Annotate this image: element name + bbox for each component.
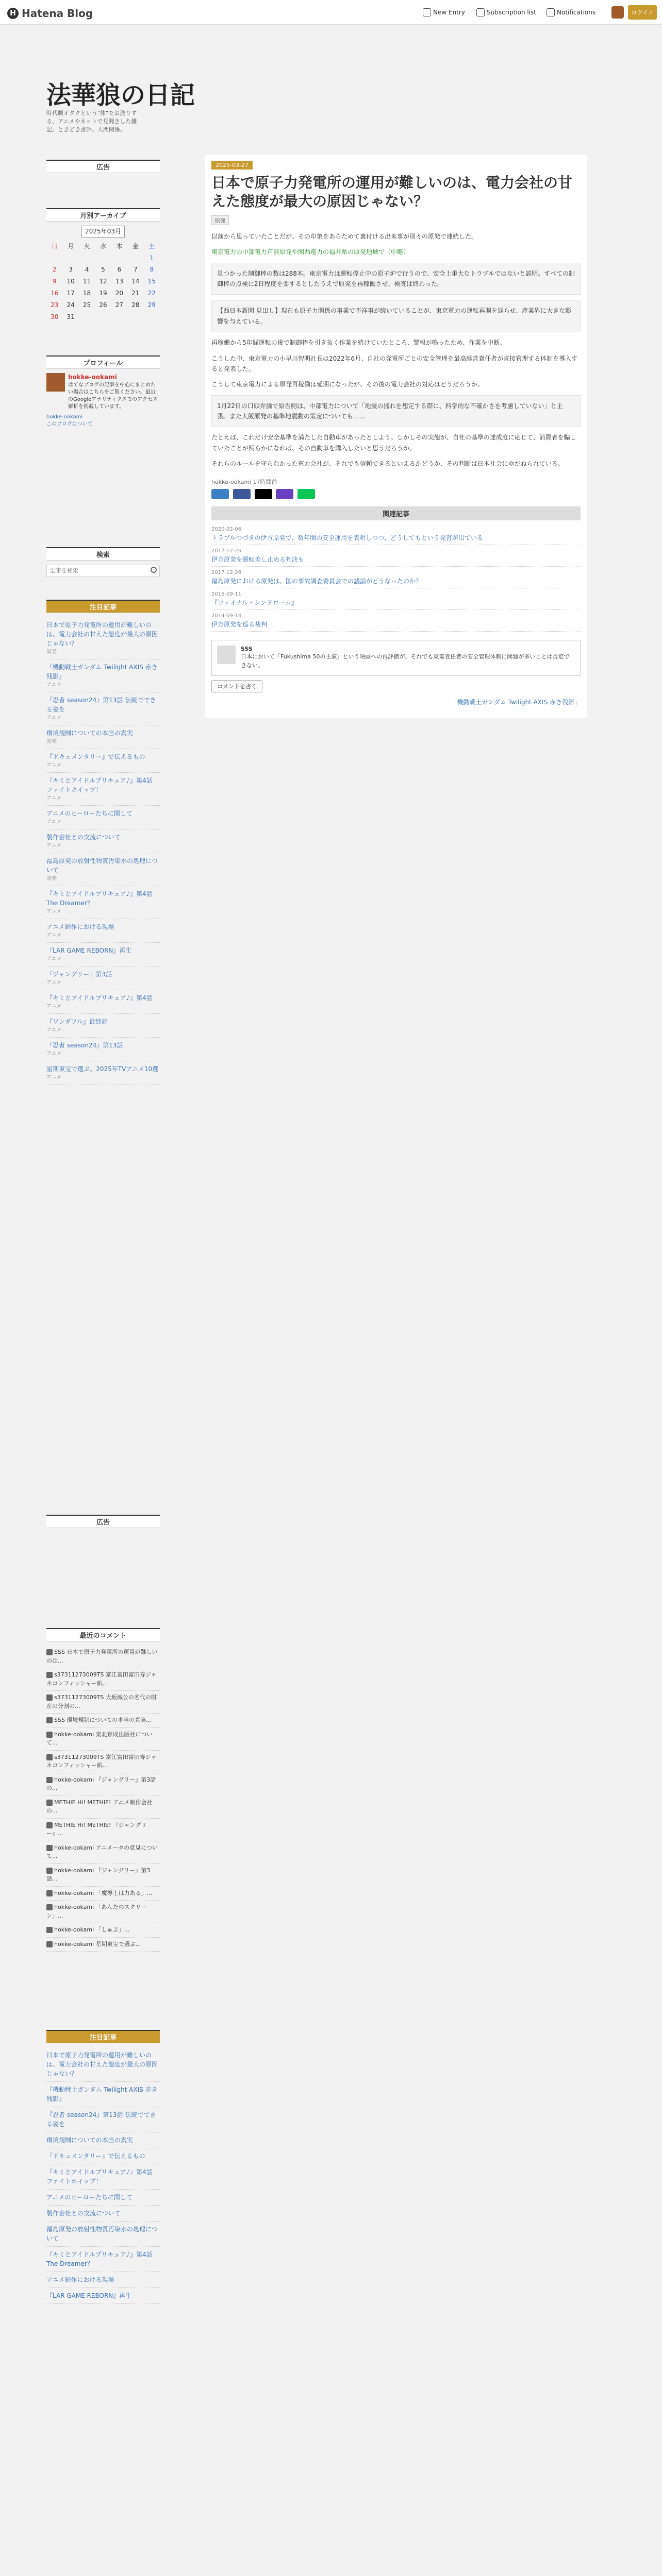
recent-comment[interactable]: [46, 1923, 160, 1938]
recent-comment-text[interactable]: hokke-ookami 「しゅぷ」...: [54, 1926, 130, 1933]
calendar-day[interactable]: 29: [147, 301, 156, 309]
recent-comment-text[interactable]: s37311273009TS 富江富田富田寿ジャネコンフィッシャー紙...: [46, 1753, 157, 1769]
popular-item[interactable]: [46, 749, 160, 773]
featured-item[interactable]: [46, 2272, 160, 2288]
calendar-day: [111, 252, 127, 264]
popular-item-title[interactable]: 『キミとアイドルプリキュア♪』第4話 The Dreamer？: [46, 890, 153, 907]
comment-icon: [46, 1777, 53, 1783]
popular-item-category: アニメ: [46, 933, 62, 938]
calendar-day[interactable]: 13: [115, 278, 124, 285]
recent-comment[interactable]: [46, 1796, 160, 1819]
popular-item[interactable]: [46, 919, 160, 943]
calendar-weekday: 土: [148, 242, 155, 250]
recent-comment-text[interactable]: METHIE Hi! METHIE! 『ジャングリー』...: [46, 1821, 147, 1837]
related-date: 2020-02-06: [211, 526, 242, 532]
related-item[interactable]: [211, 610, 581, 632]
calendar-day[interactable]: 2: [52, 266, 57, 274]
comment-icon: [46, 1694, 53, 1701]
comment-icon: [46, 1822, 53, 1828]
calendar-day: [79, 252, 95, 264]
featured-item-title[interactable]: 環境規制についての本当の真実: [46, 2137, 133, 2144]
share-buttons: [211, 489, 581, 499]
calendar-day[interactable]: 15: [147, 278, 156, 285]
profile-link[interactable]: hokke-ookami: [46, 414, 83, 420]
archive-select[interactable]: 2025年03月: [81, 226, 125, 238]
calendar-weekday: 金: [132, 242, 139, 250]
popular-item-category: 原発: [46, 649, 57, 655]
recent-comment[interactable]: [46, 1714, 160, 1728]
popular-item[interactable]: [46, 853, 160, 886]
popular-header: 注目記事: [46, 600, 160, 613]
notifications-label: Notifications: [557, 9, 596, 16]
comment-text: 日本において「Fukushima 50の主演」という映画への再評価が、それでも東電責任者の安全管理体制に問題が多いことは否定できない。: [241, 653, 570, 669]
commenter-avatar: [217, 646, 236, 664]
popular-item-category: アニメ: [46, 909, 62, 914]
related-date: 2014-09-14: [211, 613, 242, 619]
paragraph: それらのルールを守らなかった電力会社が、それでも信頼できるといえるかどうか、その判断は日本社会にゆだねられている。: [211, 460, 564, 468]
login-button[interactable]: ログイン: [628, 5, 657, 20]
recent-comment[interactable]: [46, 1691, 160, 1714]
popular-list: [46, 613, 160, 1089]
related-item[interactable]: [211, 545, 581, 567]
hatena-logo[interactable]: [7, 7, 93, 20]
search-icon[interactable]: [151, 567, 157, 573]
recent-comment[interactable]: [46, 1668, 160, 1691]
related-header: 関連記事: [211, 506, 581, 520]
recent-comment[interactable]: [46, 1646, 160, 1668]
featured-item-title[interactable]: 日本で原子力発電所の運用が難しいのは、電力会社の甘えた態度が最大の原因じゃない？: [46, 2052, 158, 2077]
featured-item[interactable]: [46, 2164, 160, 2190]
commenter-name[interactable]: SSS: [241, 645, 253, 652]
avatar[interactable]: [611, 6, 624, 19]
calendar-day[interactable]: 30: [51, 313, 59, 320]
calendar-day[interactable]: 26: [99, 301, 107, 309]
paragraph: 再稼働から5年間運転の後で制御棒を引き抜く作業を続けていたところ、警報が鳴ったため、作業を中断。: [211, 339, 506, 347]
recent-comment[interactable]: [46, 1751, 160, 1773]
blockquote: 1月22日の口頭弁論で原告側は、中部電力について「地震の揺れを想定する際に、科学的な不確かさを考慮していない」と主張。また大飯原発の基準地震動の策定についても……: [211, 395, 581, 428]
recent-comment-text[interactable]: hokke-ookami アニメータの意見について...: [46, 1844, 158, 1859]
comment-icon: [46, 1927, 53, 1933]
popular-item-category: 原発: [46, 876, 57, 882]
popular-item[interactable]: [46, 1038, 160, 1061]
search-header: 検索: [46, 547, 160, 561]
entry-time[interactable]: 17時間前: [253, 478, 277, 485]
popular-item-title[interactable]: アニメのヒーローたちに関して: [46, 810, 133, 817]
calendar-day[interactable]: 9: [52, 278, 57, 285]
calendar-day: [127, 252, 143, 264]
recent-comment[interactable]: [46, 1819, 160, 1841]
subscription-link[interactable]: [476, 8, 536, 16]
recent-comment-text[interactable]: METHIE Hi! METHIE! アニメ制作会社の...: [46, 1799, 153, 1814]
messenger-icon[interactable]: [276, 489, 293, 499]
calendar-weekday: 木: [116, 242, 123, 250]
popular-item-title[interactable]: 『ワンダフル』最終話: [46, 1018, 108, 1025]
logo-text: Hatena Blog: [22, 7, 93, 20]
related-item[interactable]: [211, 588, 581, 610]
recent-comment-text[interactable]: s37311273009TS 大坂城公の名代の財産の分割の...: [46, 1694, 157, 1709]
recent-comment[interactable]: [46, 1841, 160, 1864]
entry-title[interactable]: 日本で原子力発電所の運用が難しいのは、電力会社の甘えた態度が最大の原因じゃない？: [211, 174, 573, 210]
popular-box: [46, 600, 160, 1089]
related-date: 2017-12-26: [211, 548, 242, 554]
comment-icon: [46, 1732, 53, 1738]
popular-item-category: 原発: [46, 739, 57, 744]
popular-item[interactable]: [46, 773, 160, 806]
popular-item[interactable]: [46, 659, 160, 692]
featured-item[interactable]: [46, 2190, 160, 2206]
featured-item-title[interactable]: 福島原発の放射性物質汚染水の処理について: [46, 2226, 158, 2242]
comment-icon: [46, 1904, 53, 1910]
recent-comment-text[interactable]: hokke-ookami 「魔導士は力ある」...: [54, 1889, 153, 1896]
hatena-logo-icon: H: [7, 8, 19, 19]
calendar-day[interactable]: 5: [101, 266, 105, 274]
profile-box: [46, 355, 160, 432]
featured-box: [46, 2030, 160, 2308]
next-entry-link[interactable]: 「機動戦士ガンダム Twilight AXIS 赤き残影」: [451, 698, 581, 706]
blockquote: 見つかった制御棒の数は288本。東京電力は運転停止中の原子炉で行うので、安全上重大なトラブルではないと説明。すべての制御棒の点検に2日程度を要するとしたうえで原発を再稼働させ、検査は終わった。: [211, 263, 581, 295]
calendar-day[interactable]: 3: [69, 266, 73, 274]
calendar-day: [46, 252, 62, 264]
calendar-day[interactable]: 23: [51, 301, 59, 309]
popular-item-title[interactable]: 『キミとアイドルプリキュア♪』第4話 ファイトホイップ！: [46, 777, 153, 793]
recent-comment-text[interactable]: SSS 環境規制についての本当の真実...: [54, 1717, 152, 1723]
comment-list: [46, 1641, 160, 1956]
related-title[interactable]: トラブルつづきの伊方原発で、数年間の安全運用を表明しつつ、どうしてもという発言が出ている: [211, 534, 483, 541]
calendar-day[interactable]: 20: [115, 289, 124, 297]
popular-item[interactable]: [46, 806, 160, 829]
popular-item[interactable]: [46, 692, 160, 725]
profile-text: はてなブログの記事を中心にまとめたい場合はこちらをご覧ください。最近のGoogleアナリティクスでのアクセス解析を掲載しています。: [68, 382, 158, 410]
calendar-day[interactable]: 21: [131, 289, 140, 297]
profile-name[interactable]: hokke-ookami: [68, 374, 117, 381]
related-date: 2017-12-26: [211, 569, 242, 575]
archive-header: 月別アーカイブ: [46, 208, 160, 222]
calendar-day[interactable]: 16: [51, 289, 59, 297]
recent-comment-text[interactable]: hokke-ookami 『ジャングリー』第3話...: [46, 1867, 151, 1882]
featured-item[interactable]: [46, 2148, 160, 2164]
comment-icon: [46, 1649, 53, 1655]
blog-title[interactable]: 法華狼の日記: [46, 81, 195, 110]
calendar-day[interactable]: 19: [99, 289, 107, 297]
featured-item[interactable]: [46, 2047, 160, 2082]
featured-item[interactable]: [46, 2247, 160, 2272]
popular-item[interactable]: [46, 617, 160, 659]
popular-item-category: アニメ: [46, 1051, 62, 1057]
hatena-bookmark-icon[interactable]: [211, 489, 229, 499]
related-date: 2016-09-11: [211, 591, 242, 597]
recent-comment-text[interactable]: hokke-ookami 『ジャングリー』第3話の...: [46, 1776, 156, 1791]
recent-comment[interactable]: [46, 1728, 160, 1751]
related-title[interactable]: 伊方原発を巡る裁判: [211, 620, 268, 628]
featured-item[interactable]: [46, 2222, 160, 2247]
new-entry-link[interactable]: [423, 8, 465, 16]
ad-box: [46, 160, 160, 173]
popular-item[interactable]: [46, 990, 160, 1014]
calendar-day[interactable]: 8: [150, 266, 154, 274]
related-item[interactable]: [211, 567, 581, 588]
recent-comment-text[interactable]: SSS 日本で原子力発電所の運用が難しいのは...: [46, 1649, 158, 1664]
featured-item-title[interactable]: 『機動戦士ガンダム Twilight AXIS 赤き残影』: [46, 2086, 158, 2103]
calendar-weekday: 水: [100, 242, 106, 250]
entry-article: [205, 155, 587, 718]
comment-icon: [46, 1754, 53, 1760]
popular-item-title[interactable]: 『ジャングリー』第3話: [46, 971, 112, 978]
popular-item-category: アニメ: [46, 843, 62, 849]
calendar-weekday: 日: [51, 242, 58, 250]
calendar-day: [95, 252, 111, 264]
comments-box: [46, 1628, 160, 1956]
comment-icon: [46, 1845, 53, 1851]
calendar-day[interactable]: 27: [115, 301, 124, 309]
comment-icon: [46, 1941, 53, 1947]
profile-avatar[interactable]: [46, 373, 65, 392]
search-input[interactable]: [46, 565, 160, 577]
calendar-day: [111, 311, 127, 323]
calendar-day[interactable]: 17: [67, 289, 75, 297]
popular-item-title[interactable]: 環境規制についての本当の真実: [46, 730, 133, 737]
archive-box: [46, 208, 160, 327]
calendar-day[interactable]: 25: [82, 301, 91, 309]
comments-header: 最近のコメント: [46, 1628, 160, 1641]
subscription-label: Subscription list: [487, 9, 536, 16]
blockquote: 【西日本新聞 見出し】現在も原子力関係の事業で不祥事が続いていることが、東京電力の運転再開を遅らせ、産業界に大きな影響を与えている。: [211, 300, 581, 332]
calendar-day[interactable]: 28: [131, 301, 140, 309]
calendar-day[interactable]: 11: [82, 278, 91, 285]
entry-footer: [211, 478, 581, 486]
popular-item-title[interactable]: 福島原発の放射性物質汚染水の処理について: [46, 857, 158, 874]
featured-item[interactable]: [46, 2082, 160, 2107]
featured-item-title[interactable]: 『忍者 season24』第13話 伝統でできる姿を: [46, 2111, 156, 2128]
popular-item-category: アニメ: [46, 980, 62, 986]
paragraph: こうした中、東京電力の小早川智明社長は2022年6月、自社の発電所ごとの安全管理を最高経営責任者が直接管理する体制を導入すると発表した。: [211, 354, 578, 372]
calendar-day[interactable]: 14: [131, 278, 140, 285]
search-box: [46, 547, 160, 581]
popular-item[interactable]: [46, 1014, 160, 1038]
notifications-link[interactable]: [547, 8, 595, 16]
popular-item-category: アニメ: [46, 1075, 62, 1080]
recent-comment-text[interactable]: hokke-ookami 東北京成出版社について...: [46, 1731, 153, 1746]
comment-icon: [46, 1717, 53, 1723]
popular-item-title[interactable]: 『忍者 season24』第13話 伝統でできる姿を: [46, 697, 156, 713]
profile-header: プロフィール: [46, 355, 160, 369]
featured-item-title[interactable]: 『キミとアイドルプリキュア♪』第4話 ファイトホイップ！: [46, 2168, 153, 2185]
recent-comment[interactable]: [46, 1938, 160, 1952]
pencil-icon: [423, 8, 431, 16]
x-icon[interactable]: [255, 489, 272, 499]
calendar-day: [127, 311, 143, 323]
comment-box: [211, 640, 581, 676]
source-link[interactable]: 東京電力の中部電力芦浜原発や関西電力の福井県の原発地域で（中略）: [211, 248, 410, 256]
write-comment-button[interactable]: コメントを書く: [211, 680, 262, 692]
facebook-icon[interactable]: [233, 489, 251, 499]
popular-item-category: アニメ: [46, 1004, 62, 1009]
popular-item-title[interactable]: 『ドキュメンタリー』で伝えるもの: [46, 753, 145, 760]
calendar-day[interactable]: 22: [147, 289, 156, 297]
bell-icon: [547, 8, 555, 16]
calendar-day[interactable]: 1: [150, 254, 154, 262]
featured-item[interactable]: [46, 2206, 160, 2222]
blog-description: 時代劇オタクという"体"でお送りする、アニメやネットで見聞きした雑記。ときどき書評。人間関係。: [46, 110, 137, 133]
calendar-day[interactable]: 7: [134, 266, 138, 274]
featured-item[interactable]: [46, 2132, 160, 2148]
featured-list: [46, 2043, 160, 2308]
calendar-weekday: 火: [84, 242, 90, 250]
popular-item-title[interactable]: 『忍者 season24』第13話: [46, 1042, 123, 1049]
popular-item[interactable]: [46, 1061, 160, 1085]
related-title[interactable]: 『ファイナル・シンドローム』: [211, 599, 297, 606]
comment-icon: [46, 1800, 53, 1806]
paragraph: たとえば、これだけ安全基準を満たした自動車があったとしよう。しかしその実態が、自社の基準の達成度に応じて、消費者を騙していたことが明らかになれば、その自動車を購入したいと思うだろうか。: [211, 434, 576, 452]
popular-item-title[interactable]: 製作会社との交流について: [46, 834, 121, 841]
related-list: [211, 523, 581, 632]
calendar: [46, 241, 160, 323]
featured-item-title[interactable]: 製作会社との交流について: [46, 2210, 121, 2217]
popular-item[interactable]: [46, 725, 160, 749]
comment-icon: [46, 1672, 53, 1678]
calendar-day[interactable]: 18: [82, 289, 91, 297]
popular-item-title[interactable]: 日本で原子力発電所の運用が難しいのは、電力会社の甘えた態度が最大の原因じゃない？: [46, 621, 158, 647]
popular-item-title[interactable]: 『LAR GAME REBORN』再生: [46, 947, 132, 954]
calendar-day: [62, 252, 78, 264]
recent-comment[interactable]: [46, 1901, 160, 1923]
entry-date[interactable]: 2025-03-27: [211, 161, 253, 170]
entry-category[interactable]: 原発: [211, 215, 229, 225]
paragraph: こうして東京電力による原発再稼働は延期になったが、その後の電力会社の対応はどうだろうか。: [211, 381, 484, 388]
calendar-day[interactable]: 4: [85, 266, 89, 274]
recent-comment[interactable]: [46, 1887, 160, 1901]
popular-item-category: アニメ: [46, 1027, 62, 1033]
popular-item-category: アニメ: [46, 956, 62, 962]
ad-header-2: 広告: [46, 1515, 160, 1528]
popular-item-category: アニメ: [46, 795, 62, 801]
calendar-day: [144, 311, 160, 323]
related-title[interactable]: 伊方原発を運転差し止める判決も: [211, 555, 305, 563]
ad-box-2: [46, 1515, 160, 1528]
featured-item[interactable]: [46, 2288, 160, 2304]
featured-item-title[interactable]: 『ドキュメンタリー』で伝えるもの: [46, 2153, 145, 2160]
popular-item[interactable]: [46, 829, 160, 853]
calendar-day[interactable]: 12: [99, 278, 107, 285]
featured-item-title[interactable]: 『キミとアイドルプリキュア♪』第4話 The Dreamer？: [46, 2251, 153, 2267]
calendar-day[interactable]: 10: [67, 278, 75, 285]
popular-item-title[interactable]: 星期東宝で選ぶ、2025年TVアニメ10選: [46, 1065, 158, 1073]
popular-item-category: アニメ: [46, 715, 62, 721]
featured-item-title[interactable]: アニメ制作における現場: [46, 2276, 114, 2283]
ad-header: 広告: [46, 160, 160, 173]
popular-item-title[interactable]: 『機動戦士ガンダム Twilight AXIS 赤き残影』: [46, 664, 158, 680]
calendar-day: [79, 311, 95, 323]
popular-item-category: アニメ: [46, 762, 62, 768]
calendar-day[interactable]: 31: [67, 313, 75, 320]
popular-item[interactable]: [46, 967, 160, 990]
featured-item[interactable]: [46, 2107, 160, 2132]
recent-comment-text[interactable]: s37311273009TS 富江富田富田寿ジャネコンフィッシャー紙...: [46, 1671, 157, 1687]
paragraph: 以前から思っていたことだが、その印象をあらためて裏付ける出来事が別々の原発で連続した。: [211, 232, 478, 240]
popular-item-title[interactable]: アニメ制作における現場: [46, 923, 114, 930]
popular-item[interactable]: [46, 943, 160, 967]
related-title[interactable]: 福島原発における原発は、国の事故調査委員会での議論がどうなったのか？: [211, 577, 422, 585]
list-icon: [476, 8, 485, 16]
popular-item[interactable]: [46, 886, 160, 919]
calendar-weekday: 月: [68, 242, 74, 250]
related-item[interactable]: [211, 523, 581, 545]
recent-comment[interactable]: [46, 1864, 160, 1887]
line-icon[interactable]: [297, 489, 315, 499]
recent-comment[interactable]: [46, 1773, 160, 1796]
featured-item-title[interactable]: 『LAR GAME REBORN』再生: [46, 2292, 132, 2299]
featured-header: 注目記事: [46, 2030, 160, 2043]
featured-item-title[interactable]: アニメのヒーローたちに関して: [46, 2194, 133, 2201]
popular-item-title[interactable]: 『キミとアイドルプリキュア♪』第4話: [46, 994, 153, 1002]
about-link[interactable]: このブログについて: [46, 421, 93, 427]
global-header: [0, 0, 662, 25]
entry-author[interactable]: hokke-ookami: [211, 478, 252, 485]
popular-item-category: アニメ: [46, 682, 62, 688]
calendar-day[interactable]: 24: [67, 301, 75, 309]
comment-icon: [46, 1890, 53, 1896]
new-entry-label: New Entry: [433, 9, 465, 16]
comment-icon: [46, 1868, 53, 1874]
popular-item-category: アニメ: [46, 819, 62, 825]
calendar-day[interactable]: 6: [117, 266, 122, 274]
recent-comment-text[interactable]: hokke-ookami 星期東宝で選ぶ...: [54, 1940, 141, 1947]
recent-comment-text[interactable]: hokke-ookami 「あんたのスクリーン」...: [46, 1904, 147, 1919]
calendar-day: [95, 311, 111, 323]
